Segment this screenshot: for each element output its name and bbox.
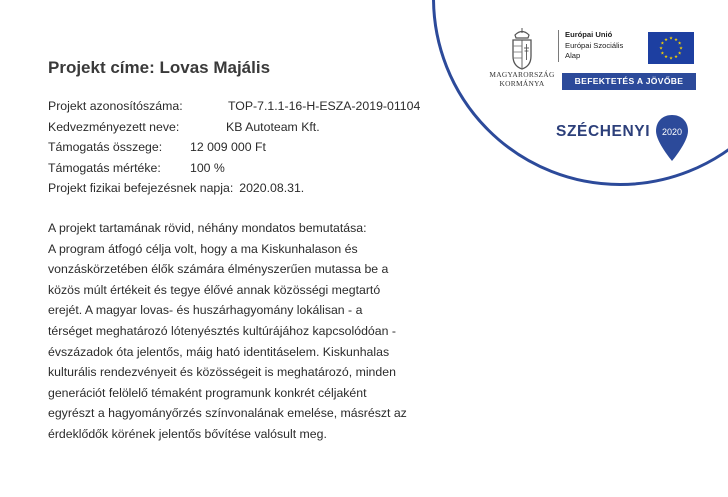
svg-text:★: ★: [658, 46, 664, 52]
description-line: évszázadok óta jelentős, máig ható identitáselem. Kiskunhalas: [48, 344, 390, 359]
government-name: KORMÁNYA: [499, 79, 545, 88]
info-row-rate: [48, 158, 420, 179]
svg-text:★: ★: [678, 46, 684, 52]
svg-text:★: ★: [663, 55, 669, 61]
svg-text:★: ★: [668, 56, 674, 62]
eu-fund: Európai Szociális: [565, 40, 624, 50]
info-row-completion: [48, 178, 420, 199]
info-row-beneficiary: [48, 117, 420, 138]
info-label: Projekt fizikai befejezésnek napja:: [48, 181, 234, 195]
svg-text:★: ★: [660, 51, 665, 57]
info-row-id: [48, 96, 420, 117]
coat-of-arms-icon: [507, 26, 537, 70]
project-info: [48, 96, 420, 199]
description-line: erejét. A magyar lovas- és huszárhagyomány lokálisan - a: [48, 303, 363, 318]
eu-text: [558, 30, 645, 62]
description-line: kulturális rendezvényeit és közösségeit is meghatározó, minden: [48, 365, 396, 380]
description-line: érdeklődők körének jelentős bővítése valósult meg.: [48, 426, 327, 441]
info-row-amount: [48, 137, 420, 158]
description-line: A program átfogó célja volt, hogy a ma Kiskunhalason és: [48, 241, 358, 256]
svg-text:★: ★: [660, 41, 665, 47]
szechenyi-year: 2020: [661, 127, 683, 137]
description-heading: A projekt tartamának rövid, néhány mondatos bemutatása:: [48, 221, 367, 235]
svg-text:★: ★: [673, 55, 679, 61]
info-value: 100 %: [190, 160, 225, 175]
info-value: 12 009 000 Ft: [190, 140, 266, 154]
svg-text:★: ★: [677, 41, 682, 47]
svg-text:★: ★: [668, 36, 674, 42]
eu-flag-icon: [648, 32, 694, 64]
government-logo: [476, 26, 568, 88]
szechenyi-name: SZÉCHENYI: [556, 123, 651, 140]
szechenyi-pin-icon: [654, 113, 690, 168]
description-line: közös múlt értékeit és tegye élővé annak közösségi megtartó: [48, 282, 381, 297]
info-value: TOP-7.1.1-16-H-ESZA-2019-01104: [228, 99, 421, 113]
info-label: Támogatás összege:: [48, 140, 163, 154]
government-name: MAGYARORSZÁG: [489, 70, 555, 79]
description-line: generációt felölelő témaként programunk konkrét céljaként: [48, 385, 367, 400]
project-title: Projekt címe: Lovas Majális: [48, 58, 271, 77]
project-description: [48, 218, 468, 445]
info-value: 2020.08.31.: [239, 181, 305, 195]
info-value: KB Autoteam Kft.: [226, 119, 320, 134]
investment-banner: BEFEKTETÉS A JÖVŐBE: [562, 73, 696, 90]
description-line: térséget meghatározó lótenyésztés kultúrájához kapcsolódóan -: [48, 323, 396, 338]
svg-text:★: ★: [677, 51, 682, 57]
description-line: egyrészt a hagyományőrzés színvonalának emelése, másrészt az: [48, 406, 407, 421]
svg-text:★: ★: [673, 37, 679, 43]
svg-text:★: ★: [663, 37, 669, 43]
info-label: Kedvezményezett neve:: [48, 119, 180, 134]
info-label: Támogatás mértéke:: [48, 160, 161, 175]
eu-name: Európai Unió: [565, 30, 613, 39]
eu-fund: Alap: [565, 51, 581, 60]
info-label: Projekt azonosítószáma:: [48, 99, 183, 113]
description-line: vonzáskörzetében élők számára élményszerűen mutassa be a: [48, 262, 389, 277]
